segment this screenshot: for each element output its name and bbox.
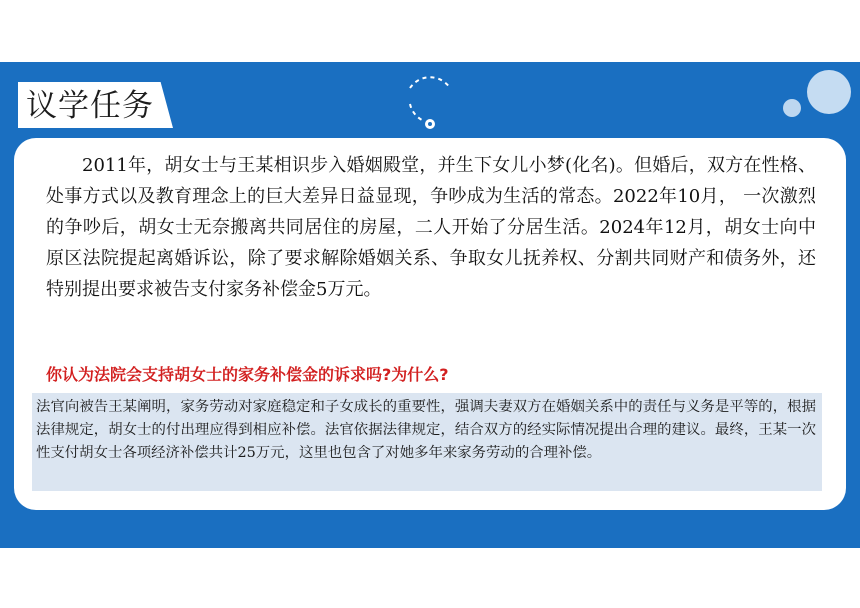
discussion-question: 你认为法院会支持胡女士的家务补偿金的诉求吗?为什么? xyxy=(46,365,449,384)
decorative-dashed-arc-icon xyxy=(398,66,462,130)
page-title: 议学任务 xyxy=(26,88,154,124)
case-story-paragraph: 2011年，胡女士与王某相识步入婚姻殿堂，并生下女儿小梦(化名)。但婚后，双方在性格、处事方式以及教育理念上的巨大差异日益显现，争吵成为生活的常态。2022年10月， 一次激烈的争吵后，胡女士无奈搬离共同居住的房屋，二人开始了分居生活。2024年12月，胡女士向中原区法院提起离婚诉讼，除了要求解除婚姻关系、争取女儿抚养权、分割共同财产和债务外，还特别提出要求被告支付家务补偿金5万元。 xyxy=(46,155,816,300)
answer-paragraph: 法官向被告王某阐明，家务劳动对家庭稳定和子女成长的重要性，强调夫妻双方在婚姻关系中的责任与义务是平等的，根据法律规定，胡女士的付出理应得到相应补偿。法官依据法律规定，结合双方的经实际情况提出合理的建议。最终，王某一次性支付胡女士各项经济补偿共计25万元，这里也包含了对她多年来家务劳动的合理补偿。 xyxy=(36,399,816,461)
decorative-circle-large xyxy=(807,70,851,114)
decorative-circle-small xyxy=(783,99,801,117)
